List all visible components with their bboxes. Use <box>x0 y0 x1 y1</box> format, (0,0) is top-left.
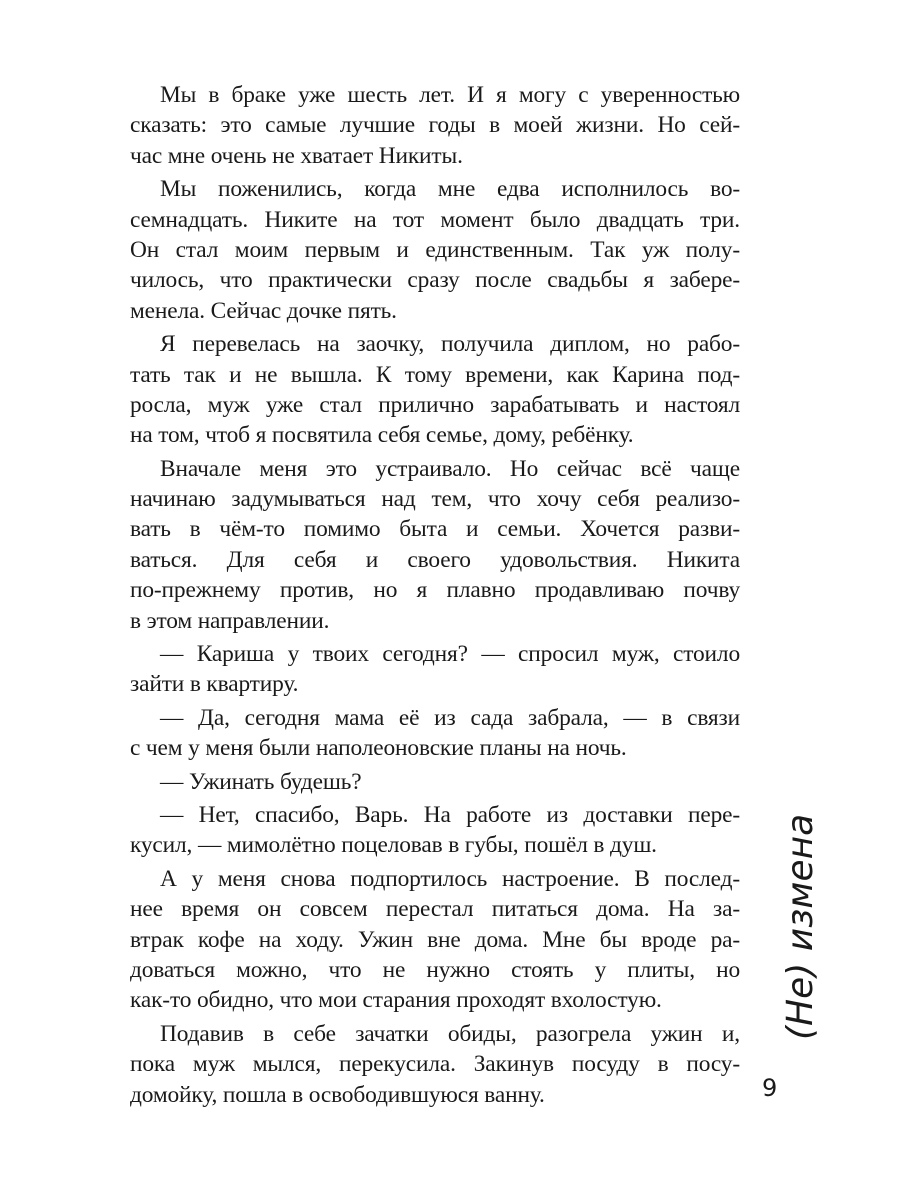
text-line: тать так и не вышла. К тому времени, как Карина под- <box>130 361 740 388</box>
body-text <box>130 80 740 1110</box>
text-line: — Нет, спасибо, Варь. На работе из доставки пере- <box>160 801 740 828</box>
text-line: Подавив в себе зачатки обиды, разогрела ужин и, <box>160 1020 740 1047</box>
text-line: чилось, что практически сразу после свадьбы я забере- <box>130 267 740 294</box>
text-line: кусил, — мимолётно поцеловав в губы, пошёл в душ. <box>130 832 657 859</box>
text-line: зайти в квартиру. <box>130 671 299 698</box>
text-line: Вначале меня это устраивало. Но сейчас всё чаще <box>160 455 740 482</box>
text-line: нее время он совсем перестал питаться дома. На за- <box>130 896 740 923</box>
text-line: вать в чём-то помимо быта и семьи. Хочется разви- <box>130 516 740 543</box>
running-title: (Не) измена <box>780 813 821 1040</box>
text-line: Мы в браке уже шесть лет. И я могу с уверенностью <box>160 82 740 108</box>
text-line: доваться можно, что не нужно стоять у плиты, но <box>130 956 740 983</box>
text-line: по-прежнему против, но я плавно продавливаю почву <box>130 577 740 604</box>
text-line: пока муж мылся, перекусила. Закинув посуду в посу- <box>130 1051 740 1078</box>
text-line: ваться. Для себя и своего удовольствия. Никита <box>130 546 740 573</box>
text-line: Я перевелась на заочку, получила диплом, но рабо- <box>160 331 740 358</box>
text-line: час мне очень не хватает Никиты. <box>130 142 463 169</box>
text-line: как-то обидно, что мои старания проходят вхолостую. <box>130 987 662 1014</box>
text-line: сказать: это самые лучшие годы в моей жизни. Но сей- <box>130 112 740 139</box>
text-line: Он стал моим первым и единственным. Так уж полу- <box>130 236 740 263</box>
text-line: менела. Сейчас дочке пять. <box>130 297 397 324</box>
page-number: 9 <box>762 1074 778 1102</box>
text-line: семнадцать. Никите на тот момент было двадцать три. <box>130 206 740 233</box>
text-line: — Да, сегодня мама её из сада забрала, — в связи <box>160 704 740 731</box>
text-line: в этом направлении. <box>130 607 330 634</box>
text-line: домойку, пошла в освободившуюся ванну. <box>130 1081 545 1108</box>
text-line: росла, муж уже стал прилично зарабатывать и настоял <box>130 391 740 418</box>
text-line: на том, чтоб я посвятила себя семье, дому, ребёнку. <box>130 422 634 449</box>
text-line: Мы поженились, когда мне едва исполнилось во- <box>160 176 740 203</box>
text-line: — Ужинать будешь? <box>160 768 362 795</box>
text-line: начинаю задумываться над тем, что хочу себя реализо- <box>130 486 740 513</box>
text-line: с чем у меня были наполеоновские планы на ночь. <box>130 735 627 762</box>
text-line: втрак кофе на ходу. Ужин вне дома. Мне бы вроде ра- <box>130 926 740 953</box>
text-line: А у меня снова подпортилось настроение. В послед- <box>160 865 740 892</box>
text-line: — Кариша у твоих сегодня? — спросил муж, стоило <box>160 641 740 668</box>
